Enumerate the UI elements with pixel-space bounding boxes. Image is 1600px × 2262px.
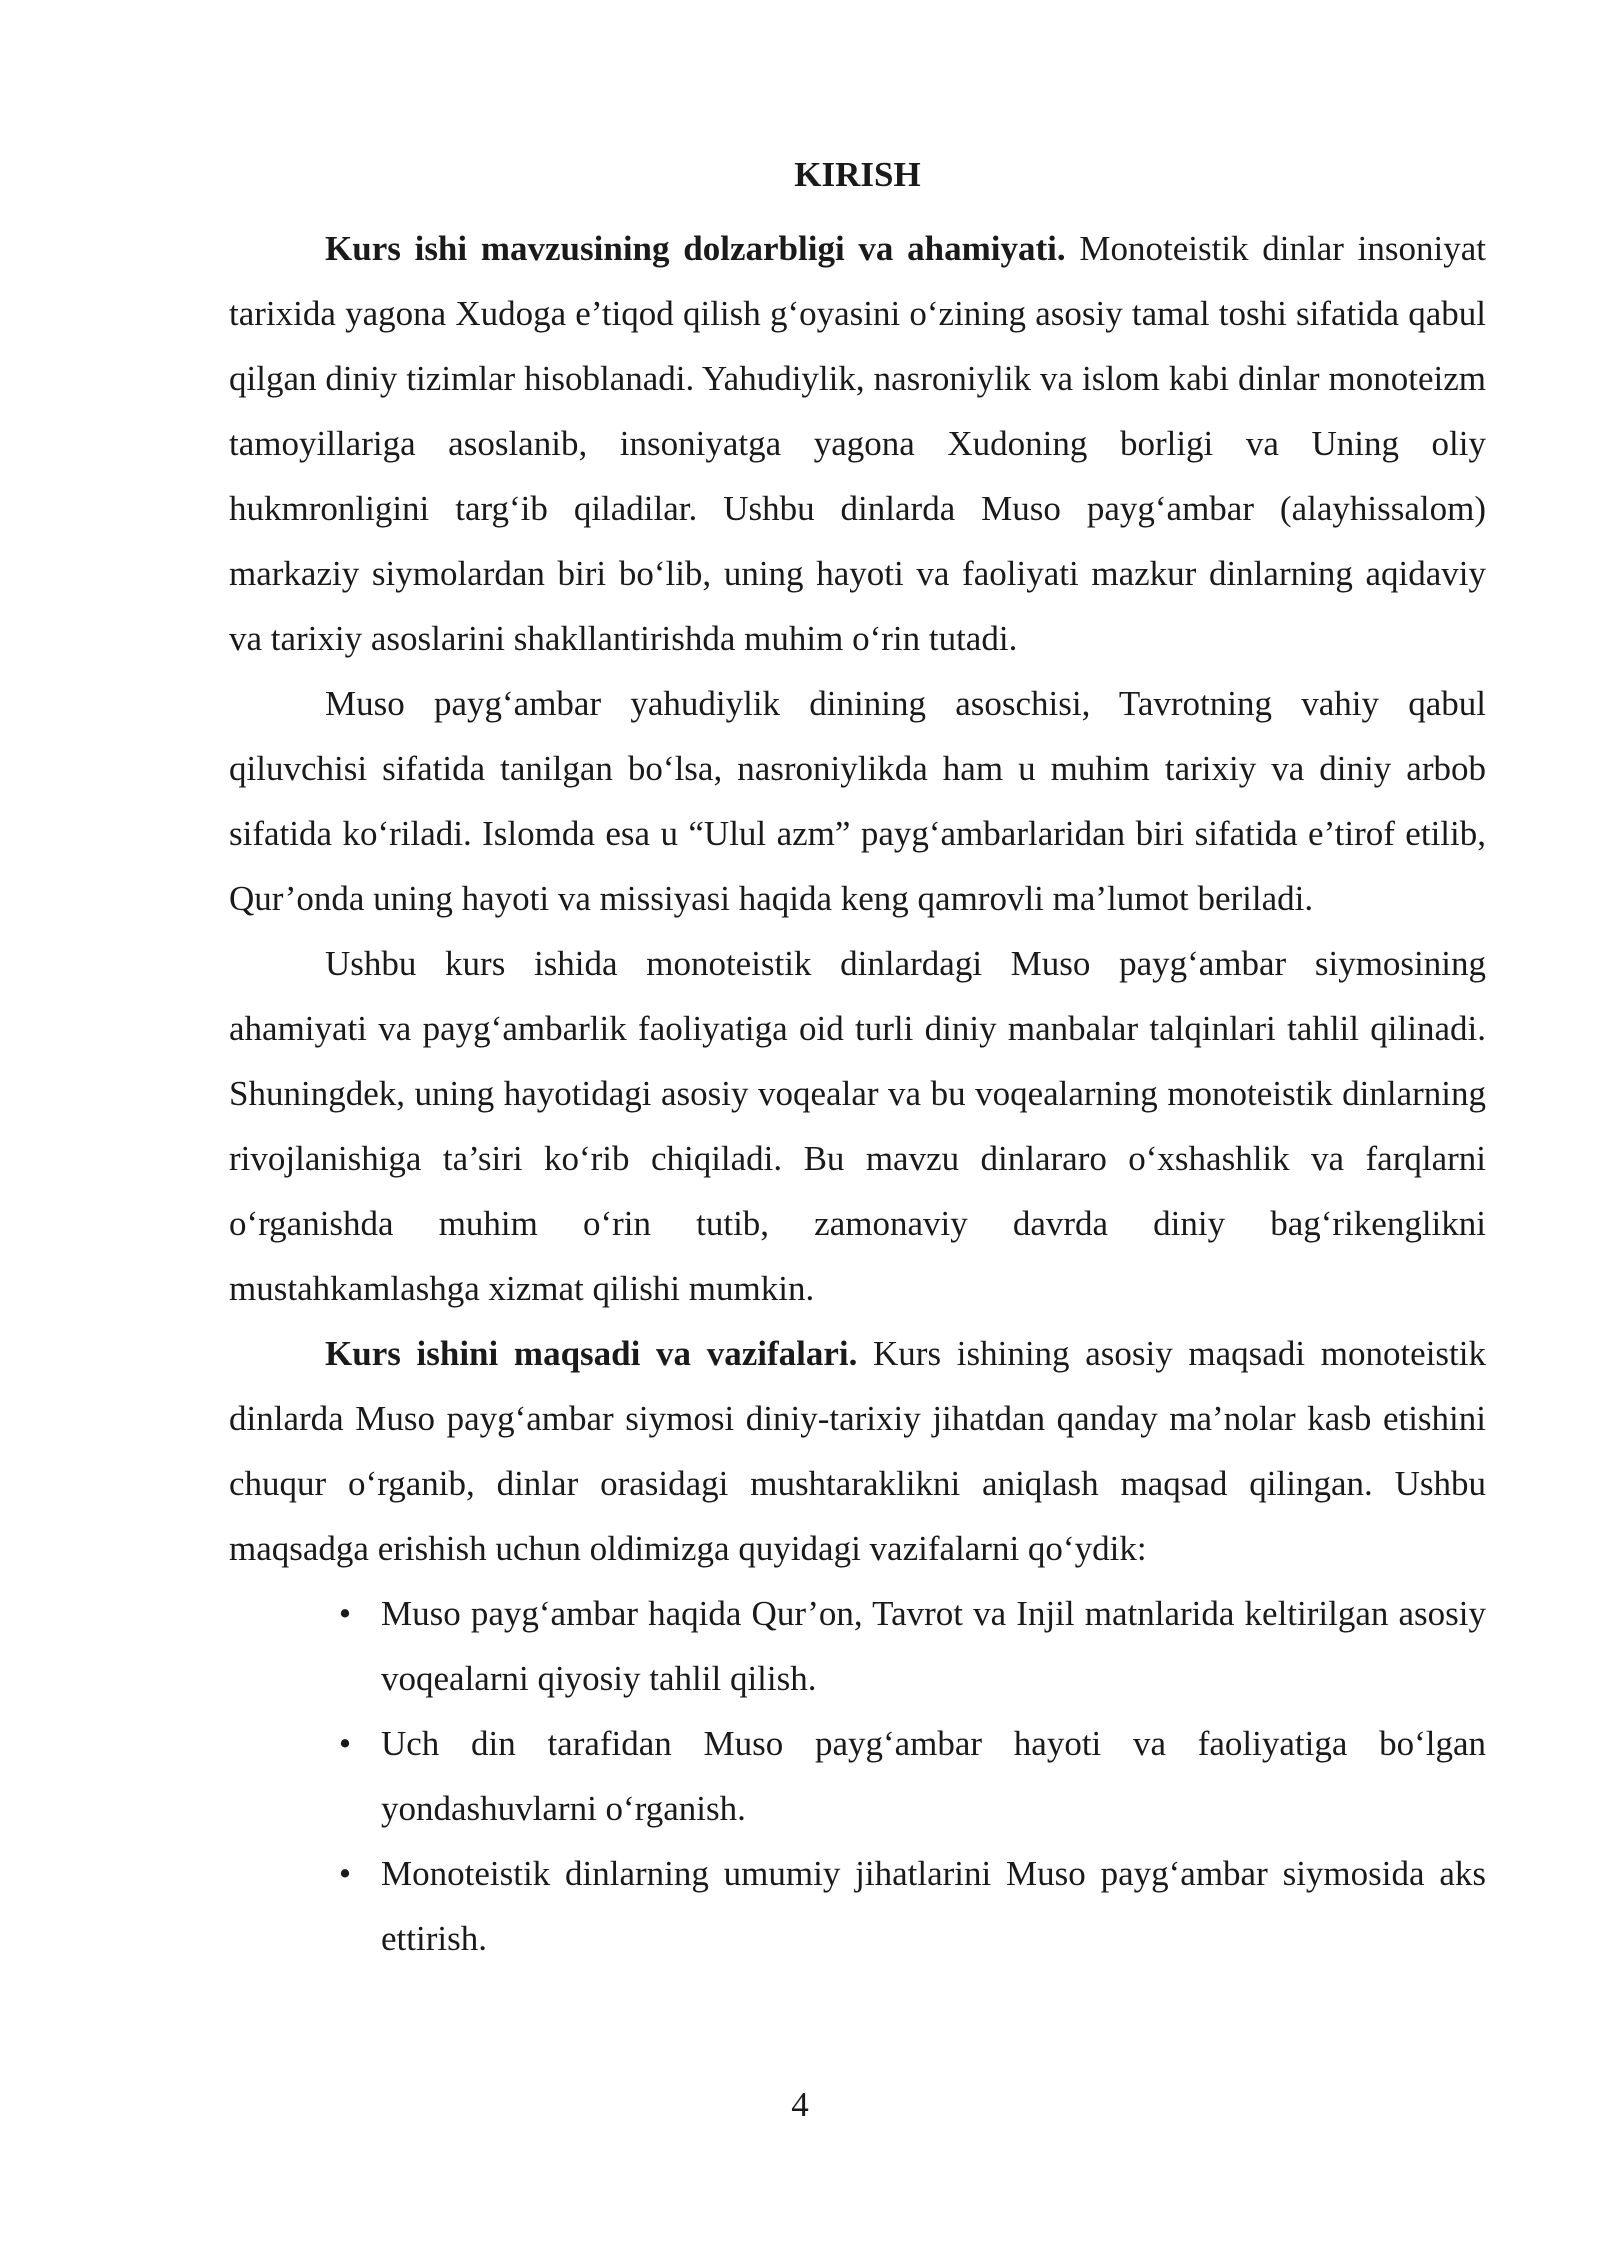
task-text: Monoteistik dinlarning umumiy jihatlarini Muso payg‘ambar siymosida aks ettirish. [381, 1854, 1486, 1958]
page-number: 4 [791, 2085, 809, 2124]
list-item [229, 1841, 1486, 1971]
bullet-icon: • [338, 1854, 352, 1893]
course-scope-text: Ushbu kurs ishida monoteistik dinlardagi Muso payg‘ambar siymosining ahamiyati va payg‘ambarlik faoliyatiga oid turli diniy manbalar talqinlari tahlil qilinadi. Shuningdek, uning hayotidagi asosiy voqealar va bu voqealarning monoteistik dinlarning rivojlanishiga ta’siri ko‘rib chiqiladi. Bu mavzu dinlararo o‘xshashlik va farqlarni o‘rganishda muhim o‘rin tutib, zamonaviy davrda diniy bag‘rikenglikni mustahkamlashga xizmat qilishi mumkin. [229, 944, 1486, 1308]
paragraph-course-scope [229, 931, 1486, 1321]
task-text: Muso payg‘ambar haqida Qur’on, Tavrot va Injil matnlarida keltirilgan asosiy voqealarni qiyosiy tahlil qilish. [381, 1594, 1486, 1698]
bullet-icon: • [338, 1724, 352, 1763]
task-text: Uch din tarafidan Muso payg‘ambar hayoti va faoliyatiga bo‘lgan yondashuvlarni o‘rganish. [381, 1724, 1486, 1828]
goals-text: Kurs ishining asosiy maqsadi monoteistik dinlarda Muso payg‘ambar siymosi diniy-tarixiy jihatdan qanday ma’nolar kasb etishini chuqur o‘rganib, dinlar orasidagi mushtaraklikni aniqlash maqsad qilingan. Ushbu maqsadga erishish uchun oldimizga quyidagi vazifalarni qo‘ydik: [229, 1334, 1486, 1568]
list-item [229, 1581, 1486, 1711]
musa-role-text: Muso payg‘ambar yahudiylik dinining asoschisi, Tavrotning vahiy qabul qiluvchisi sifatida tanilgan bo‘lsa, nasroniylikda ham u muhim tarixiy va diniy arbob sifatida ko‘riladi. Islomda esa u “Ulul azm” payg‘ambarlaridan biri sifatida e’tirof etilib, Qur’onda uning hayoti va missiyasi haqida keng qamrovli ma’lumot beriladi. [229, 684, 1486, 918]
list-item [229, 1711, 1486, 1841]
document-page [229, 150, 1486, 1971]
task-list [229, 1581, 1486, 1971]
paragraph-relevance [229, 216, 1486, 671]
bullet-icon: • [338, 1594, 352, 1633]
paragraph-musa-role [229, 671, 1486, 931]
section-title: KIRISH [794, 155, 921, 194]
goals-heading: Kurs ishini maqsadi va vazifalari. [325, 1334, 858, 1373]
relevance-heading: Kurs ishi mavzusining dolzarbligi va ahamiyati. [325, 229, 1066, 268]
paragraph-goals [229, 1321, 1486, 1581]
relevance-text: Monoteistik dinlar insoniyat tarixida yagona Xudoga e’tiqod qilish g‘oyasini o‘zining asosiy tamal toshi sifatida qabul qilgan diniy tizimlar hisoblanadi. Yahudiylik, nasroniylik va islom kabi dinlar monoteizm tamoyillariga asoslanib, insoniyatga yagona Xudoning borligi va Uning oliy hukmronligini targ‘ib qiladilar. Ushbu dinlarda Muso payg‘ambar (alayhissalom) markaziy siymolardan biri bo‘lib, uning hayoti va faoliyati mazkur dinlarning aqidaviy va tarixiy asoslarini shakllantirishda muhim o‘rin tutadi. [229, 229, 1486, 658]
